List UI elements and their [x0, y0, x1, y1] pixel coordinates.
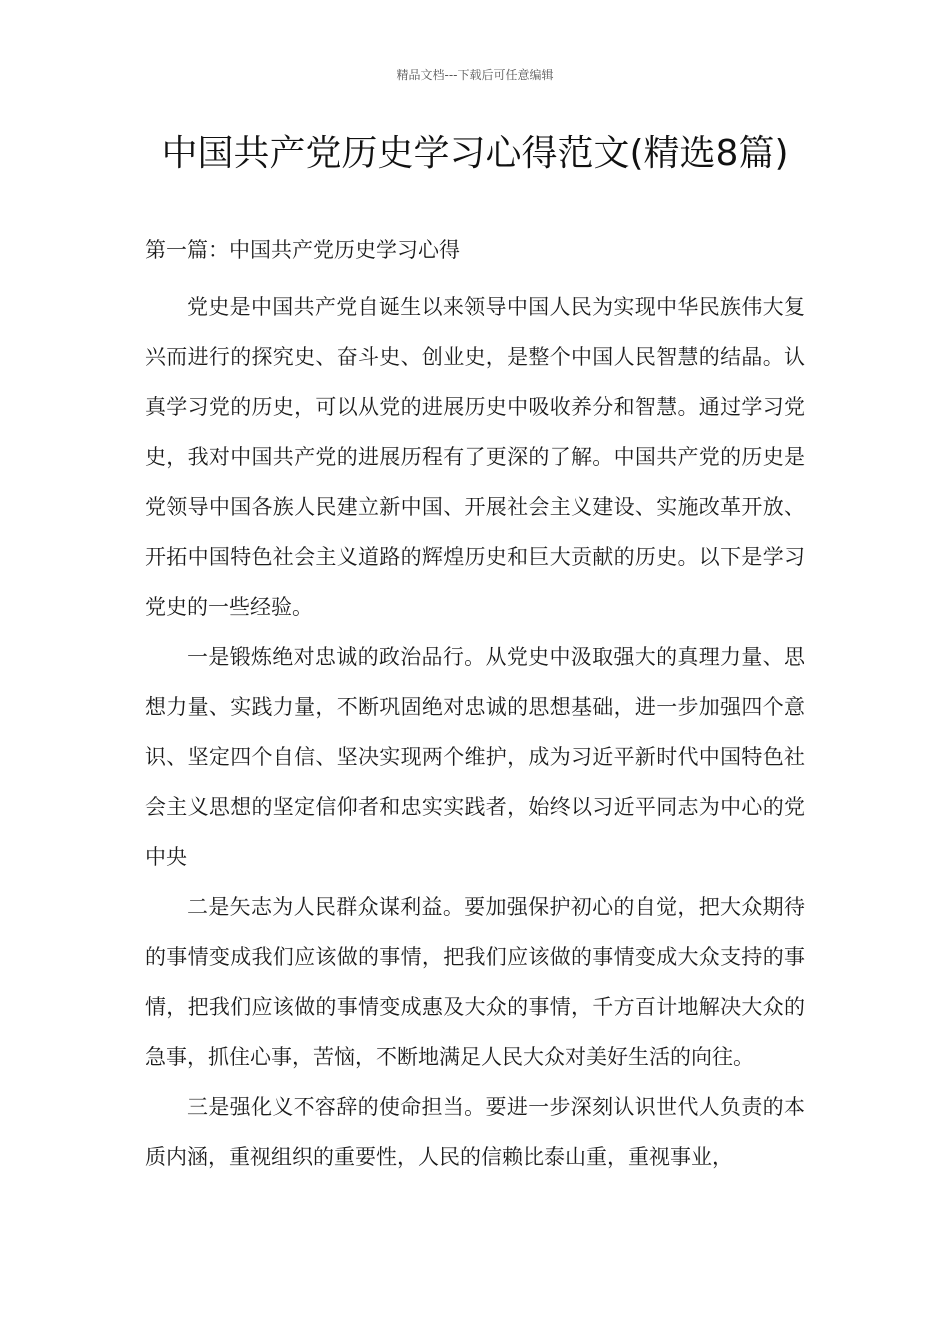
- paragraph: 一是锻炼绝对忠诚的政治品行。从党史中汲取强大的真理力量、思想力量、实践力量，不断巩固绝对忠诚的思想基础，进一步加强四个意识、坚定四个自信、坚决实现两个维护，成为习近平新时代中国特色社会主义思想的坚定信仰者和忠实实践者，始终以习近平同志为中心的党中央: [145, 645, 805, 869]
- document-title: 中国共产党历史学习心得范文(精选8篇): [161, 133, 789, 174]
- body-text: [145, 282, 805, 1182]
- paragraph: 党史是中国共产党自诞生以来领导中国人民为实现中华民族伟大复兴而进行的探究史、奋斗史、创业史，是整个中国人民智慧的结晶。认真学习党的历史，可以从党的进展历史中吸收养分和智慧。通过学习党史，我对中国共产党的进展历程有了更深的了解。中国共产党的历史是党领导中国各族人民建立新中国、开展社会主义建设、实施改革开放、开拓中国特色社会主义道路的辉煌历史和巨大贡献的历史。以下是学习党史的一些经验。: [145, 295, 805, 619]
- paragraph: 二是矢志为人民群众谋利益。要加强保护初心的自觉，把大众期待的事情变成我们应该做的事情，把我们应该做的事情变成大众支持的事情，把我们应该做的事情变成惠及大众的事情，千方百计地解决大众的急事，抓住心事，苦恼，不断地满足人民大众对美好生活的向往。: [145, 895, 805, 1069]
- paragraph: 三是强化义不容辞的使命担当。要进一步深刻认识世代人负责的本质内涵，重视组织的重要性，人民的信赖比泰山重，重视事业，: [145, 1095, 805, 1169]
- header-note: 精品文档---下载后可任意编辑: [396, 68, 554, 82]
- section-heading: 第一篇：中国共产党历史学习心得: [145, 238, 460, 262]
